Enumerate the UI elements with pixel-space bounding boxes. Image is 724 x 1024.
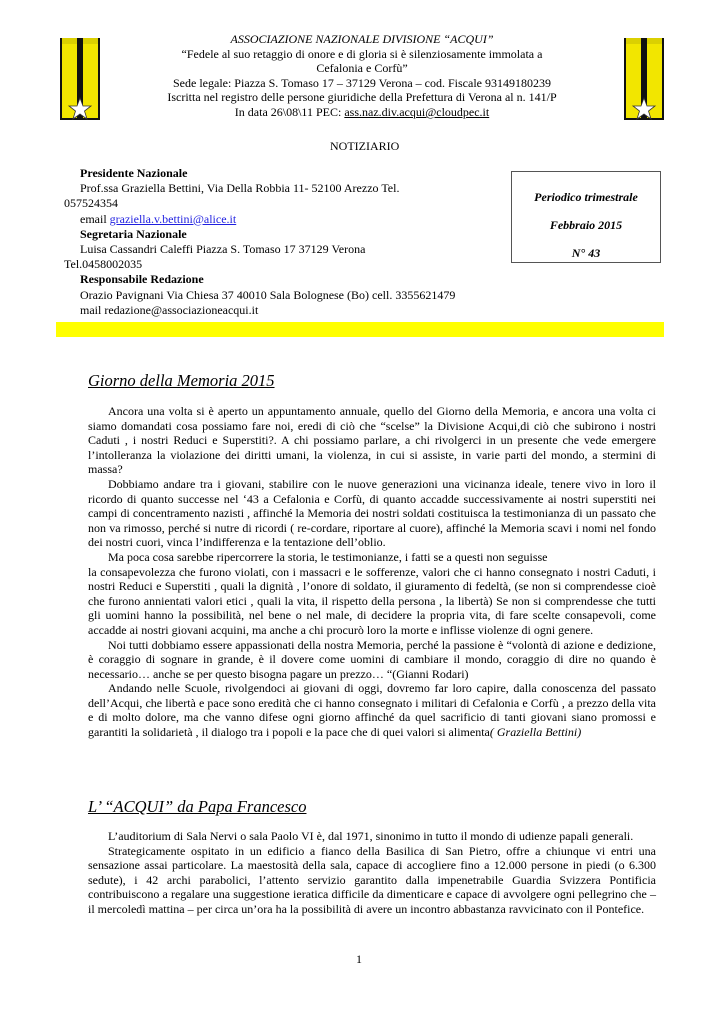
secretary-details: Luisa Cassandri Caleffi Piazza S. Tomaso 17 37129 Verona <box>80 242 366 257</box>
page-number: 1 <box>356 952 362 966</box>
issue-frequency: Periodico trimestrale <box>534 190 638 204</box>
president-email-line <box>64 212 494 227</box>
pec-line <box>110 105 614 120</box>
contacts-block <box>64 166 494 318</box>
section-title-memoria: Giorno della Memoria 2015 <box>88 371 275 390</box>
letterhead <box>110 32 614 120</box>
paragraph: Dobbiamo andare tra i giovani, stabilire con le nuove generazioni una vicinanza ideale, tenere vivo in loro il ricordo di quanto successe nel ‘43 a Cefalonia e Corfù, di quanto accadde successivamente ai nostri superstiti nei campi di concentramento nazisti , affinché la Memoria dei nostri soldati costituisca la testimonianza di un passato che non va rimosso, perché si nutre di ricordi ( re-cordare, riportare al cuore), affinché la Memoria scavi i nomi nel fondo dei nostri cuori, vinca l’indifferenza e la tentazione dell’oblio. <box>88 476 656 550</box>
secretary-role: Segretaria Nazionale <box>80 226 187 241</box>
accent-divider <box>56 322 664 337</box>
paragraph: L’auditorium di Sala Nervi o sala Paolo VI è, dal 1971, sinonimo in tutto il mondo di udienze papali generali. <box>108 829 634 843</box>
pec-email-link[interactable]: ass.naz.div.acqui@cloudpec.it <box>344 104 490 119</box>
paragraph: Strategicamente ospitato in un edificio a fianco della Basilica di San Pietro, offre a chiunque vi entri una sensazione assai particolare. La maestosità della sala, capace di accogliere fino a 12.000 persone in piedi (o 6.300 sedute), i 42 archi parabolici, l’attento servizio garantito dalla impenetrabile Guardia Svizzera Pontificia contribuiscono a regalare una suggestione ieratica difficile da dimenticare e capace di avvolgere ogni pellegrino che – il mercoledì mattina – per circa un’ora ha la possibilità di avere un incontro abbastanza ravvicinato con il Pontefice. <box>88 843 656 916</box>
paragraph: Noi tutti dobbiamo essere appassionati della nostra Memoria, perché la passione è “volontà di azione e dedizione, è coraggio di sognare in grande, è il dovere come uomini di cambiare il mondo, coraggio di dire no quando è necessario… anche se per questo bisogna pagare un prezzo… “(Gianni Rodari) <box>88 637 656 681</box>
president-email-link[interactable]: graziella.v.bettini@alice.it <box>109 211 237 226</box>
left-insignia-icon <box>60 38 100 120</box>
legal-address: Sede legale: Piazza S. Tomaso 17 – 37129 Verona – cod. Fiscale 93149180239 <box>173 75 551 90</box>
issue-info-box <box>511 171 661 263</box>
signature: ( Graziella Bettini) <box>489 725 582 740</box>
paragraph: Ma poca cosa sarebbe ripercorrere la storia, le testimonianze, i fatti se a questi non seguisse <box>108 549 548 564</box>
president-phone: 057524354 <box>64 196 118 211</box>
section-body-papa <box>88 829 656 917</box>
president-role: Presidente Nazionale <box>80 166 188 180</box>
paragraph-with-signature <box>88 681 656 739</box>
association-name: ASSOCIAZIONE NAZIONALE DIVISIONE “ACQUI” <box>230 32 494 46</box>
president-details: Prof.ssa Graziella Bettini, Via Della Robbia 11- 52100 Arezzo Tel. <box>80 181 400 196</box>
motto-line-2: Cefalonia e Corfù” <box>316 61 408 76</box>
editor-details: Orazio Pavignani Via Chiesa 37 40010 Sala Bolognese (Bo) cell. 3355621479 <box>80 287 456 302</box>
paragraph-text: Andando nelle Scuole, rivolgendoci ai giovani di oggi, dovremo far loro capire, dalla conoscenza del passato dell’Acqui, che libertà e pace sono eredità che ci hanno consegnato i militari di Cefalonia e Corfù , a prezzo della vita e di molto dolore, ma che vanno difese ogni giorno affinché da quel sacrificio di tanti giovani siano promossi e garantiti la solidarietà , il dialogo tra i popoli e la pace che di quei valori si alimenta <box>88 681 656 740</box>
section-body-memoria <box>88 404 656 740</box>
newsletter-label: NOTIZIARIO <box>330 139 400 153</box>
editor-email: mail redazione@associazioneacqui.it <box>80 302 259 317</box>
email-prefix: email <box>80 211 110 226</box>
right-insignia-icon <box>624 38 664 120</box>
pec-prefix: In data 26\08\11 PEC: <box>234 104 345 119</box>
paragraph: la consapevolezza che furono violati, con i massacri e le sofferenze, valori che ci hanno consegnato i nostri Caduti, i nostri Reduci e Superstiti , quali la dignità , l’onore di soldato, il giuramento di fedeltà, (se non si comprendesse cioè che furono annientati valori etici , quali la vita, il rispetto della persona , la libertà) Se non si comprendesse che tutti gli uomini hanno la possibilità, nel bene o nel male, di decidere la propria vita, di fare scelte consapevoli, come accadde ai nostri giovani acquini, ma anche a chi procurò loro la morte e inflisse violenze di ogni genere. <box>88 564 656 637</box>
registry-info: Iscritta nel registro delle persone giuridiche della Prefettura di Verona al n. 141/P <box>167 90 557 105</box>
secretary-phone: Tel.0458002035 <box>64 257 143 272</box>
editor-role: Responsabile Redazione <box>80 272 204 287</box>
issue-date: Febbraio 2015 <box>549 218 623 232</box>
issue-number: N° 43 <box>571 246 601 260</box>
motto-line-1: “Fedele al suo retaggio di onore e di gloria si è silenziosamente immolata a <box>181 46 543 61</box>
section-title-papa: L’ “ACQUI” da Papa Francesco <box>88 797 307 816</box>
paragraph: Ancora una volta si è aperto un appuntamento annuale, quello del Giorno della Memoria, e ancora una volta ci siamo domandati cosa possiamo fare noi, eredi di ciò che “scelse” la Divisione Acqui,di ciò che subirono i nostri Caduti , i nostri Reduci e Superstiti?. A chi possiamo parlare, a chi rivolgerci in un presente che vede emergere l’intolleranza la violazione dei diritti umani, la violenza, in cui si assiste, in varie parti del mondo, a stermini di massa? <box>88 404 656 477</box>
